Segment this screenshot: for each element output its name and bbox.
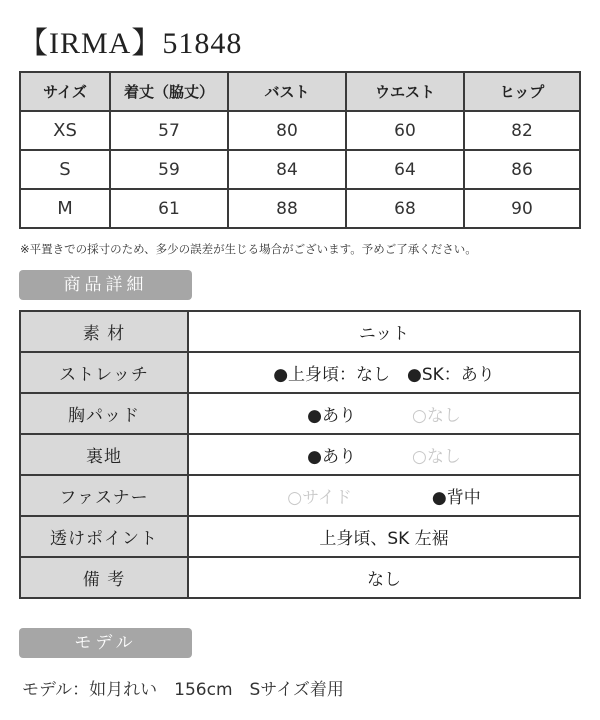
- details-section-label: 商品詳細: [19, 270, 192, 300]
- fastener-label: ファスナー: [20, 475, 188, 516]
- material-value: ニット: [188, 311, 580, 352]
- length-cell: 61: [110, 189, 228, 228]
- fastener-value: [188, 475, 580, 516]
- length-cell: 57: [110, 111, 228, 150]
- fastener-back-option: ●背中: [431, 488, 481, 508]
- stretch-label: ストレッチ: [20, 352, 188, 393]
- model-section-label: モデル: [19, 628, 192, 658]
- hip-cell: 82: [464, 111, 580, 150]
- detail-row-material: [20, 311, 580, 352]
- model-info: モデル：如月れい 156cm Sサイズ着用: [22, 680, 344, 700]
- sheer-point-label: 透けポイント: [20, 516, 188, 557]
- size-cell: XS: [20, 111, 110, 150]
- remarks-label: 備 考: [20, 557, 188, 598]
- material-label: 素 材: [20, 311, 188, 352]
- bust-pad-value: [188, 393, 580, 434]
- waist-cell: 60: [346, 111, 464, 150]
- header-bust: バスト: [228, 72, 346, 111]
- detail-row-fastener: [20, 475, 580, 516]
- detail-row-bust-pad: [20, 393, 580, 434]
- remarks-value: なし: [188, 557, 580, 598]
- detail-row-stretch: [20, 352, 580, 393]
- size-table: [19, 71, 581, 229]
- lining-label: 裏地: [20, 434, 188, 475]
- details-table: [19, 310, 581, 599]
- lining-on-option: ●あり: [307, 447, 356, 467]
- header-length: 着丈（脇丈）: [110, 72, 228, 111]
- page-title: 【IRMA】51848: [18, 27, 243, 60]
- bust-pad-off-option: ○なし: [412, 406, 461, 426]
- detail-row-sheer-point: [20, 516, 580, 557]
- sheer-point-value: 上身頃、SK 左裾: [188, 516, 580, 557]
- table-row: [20, 111, 580, 150]
- lining-value: [188, 434, 580, 475]
- waist-cell: 68: [346, 189, 464, 228]
- bust-cell: 84: [228, 150, 346, 189]
- size-cell: S: [20, 150, 110, 189]
- bust-pad-on-option: ●あり: [307, 406, 356, 426]
- length-cell: 59: [110, 150, 228, 189]
- stretch-value: ●上身頃：なし ●SK：あり: [188, 352, 580, 393]
- measurement-note: ※平置きでの採寸のため、多少の誤差が生じる場合がございます。予めご了承ください。: [20, 242, 477, 256]
- fastener-side-option: ○サイド: [287, 488, 352, 508]
- detail-row-remarks: [20, 557, 580, 598]
- header-waist: ウエスト: [346, 72, 464, 111]
- waist-cell: 64: [346, 150, 464, 189]
- hip-cell: 90: [464, 189, 580, 228]
- size-cell: M: [20, 189, 110, 228]
- bust-pad-label: 胸パッド: [20, 393, 188, 434]
- header-hip: ヒップ: [464, 72, 580, 111]
- bust-cell: 88: [228, 189, 346, 228]
- hip-cell: 86: [464, 150, 580, 189]
- detail-row-lining: [20, 434, 580, 475]
- lining-off-option: ○なし: [412, 447, 461, 467]
- table-row: [20, 150, 580, 189]
- table-row: [20, 189, 580, 228]
- header-size: サイズ: [20, 72, 110, 111]
- size-table-header-row: [20, 72, 580, 111]
- bust-cell: 80: [228, 111, 346, 150]
